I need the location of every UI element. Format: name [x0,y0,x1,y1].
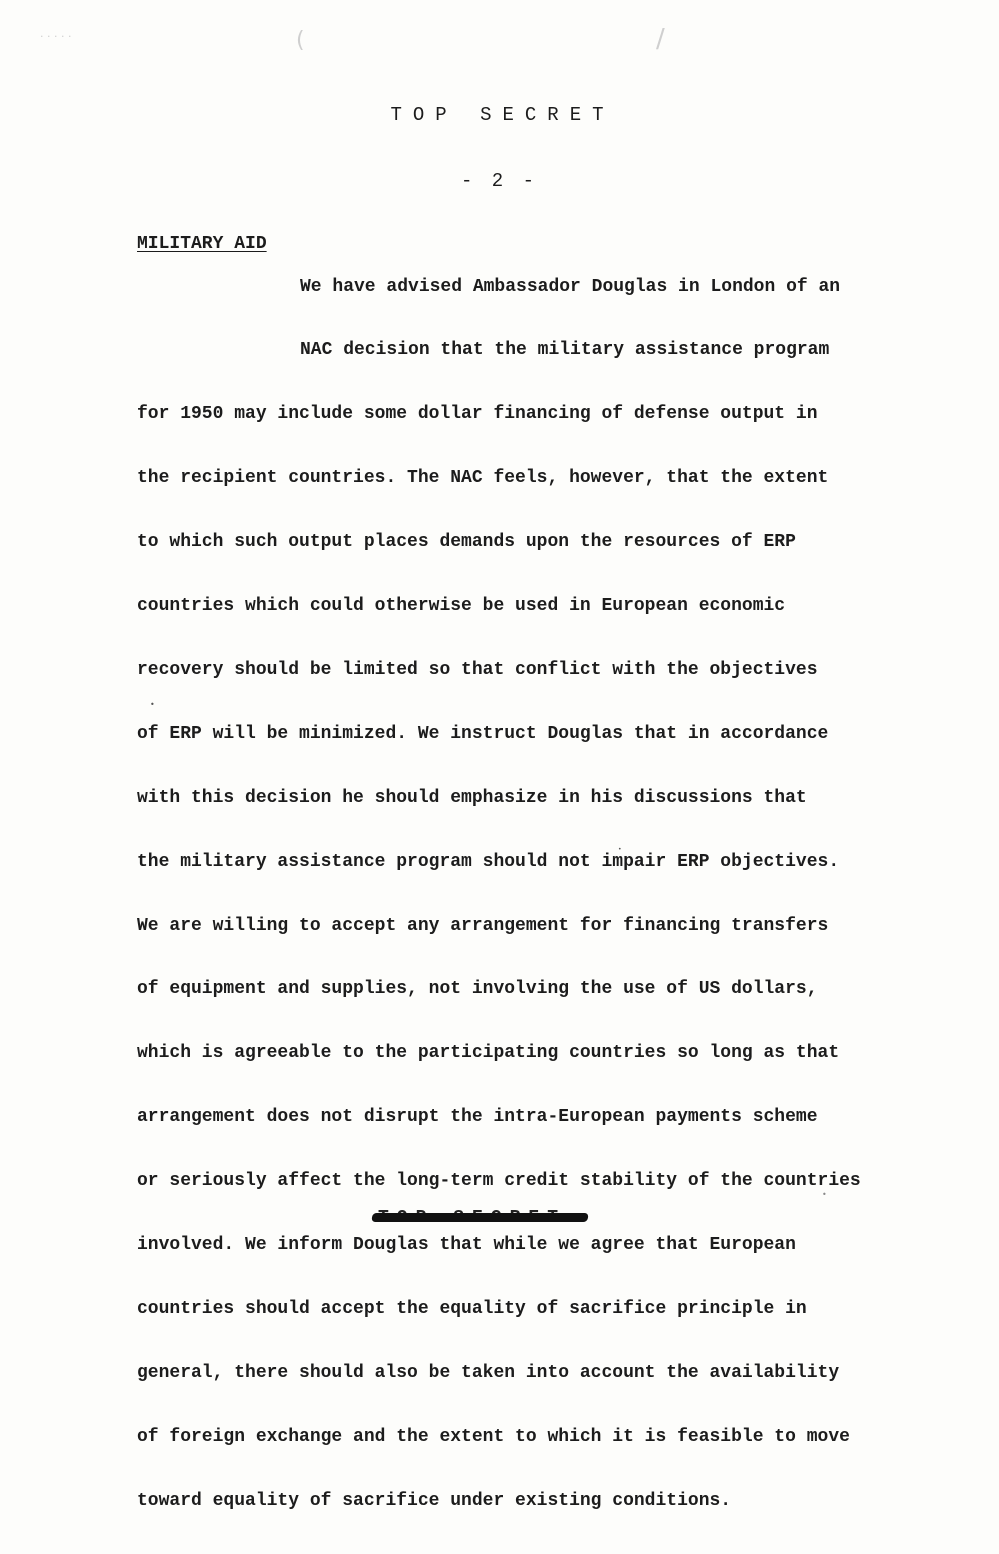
scan-speck: • [822,1190,827,1199]
body-line: countries which could otherwise be used in European economic [137,596,786,617]
body-line: which is agreeable to the participating countries so long as that [137,1043,840,1064]
scan-artifact: · · · · · [40,30,72,43]
body-line: involved. We inform Douglas that while we agree that European [137,1234,796,1255]
body-line: of foreign exchange and the extent to which it is feasible to move [137,1426,850,1447]
body-line: recovery should be limited so that conflict with the objectives [137,659,818,680]
body-line: or seriously affect the long-term credit stability of the countries [137,1171,861,1192]
scan-artifact: ( [296,28,305,53]
body-line: We are willing to accept any arrangement for financing transfers [137,915,829,936]
body-line: countries should accept the equality of sacrifice principle in [137,1298,807,1319]
scan-speck: • [150,700,155,709]
body-line: toward equality of sacrifice under existing conditions. [137,1490,732,1511]
body-line: to which such output places demands upon the resources of ERP [137,532,796,553]
body-line: of ERP will be minimized. We instruct Douglas that in accordance [137,723,829,744]
body-line: arrangement does not disrupt the intra-European payments scheme [137,1107,818,1128]
top-classification: TOP SECRET [390,104,615,126]
scan-artifact: / [656,24,665,54]
body-line: for 1950 may include some dollar financing of defense output in [137,404,818,425]
section-label: MILITARY AID [137,234,267,254]
page-number: - 2 - [460,170,538,192]
section-body [137,234,861,1554]
scan-speck: • [618,846,622,853]
body-line: with this decision he should emphasize in his discussions that [137,787,807,808]
body-line: We have advised Ambassador Douglas in London of an [300,276,841,297]
body-line: NAC decision that the military assistance program [300,340,830,361]
body-line: the recipient countries. The NAC feels, however, that the extent [137,468,829,489]
body-line: of equipment and supplies, not involving the use of US dollars, [137,979,818,1000]
strikethrough-bar [371,1213,588,1222]
body-line: general, there should also be taken into account the availability [137,1362,840,1383]
body-line: the military assistance program should not impair ERP objectives. [137,851,840,872]
